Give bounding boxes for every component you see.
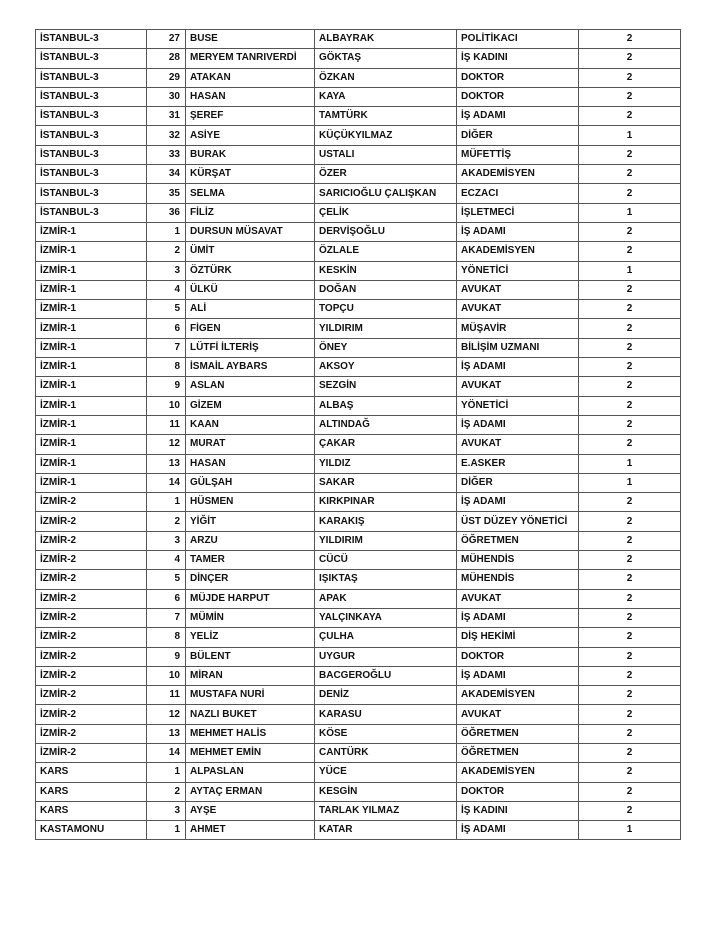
rank-cell: 8 xyxy=(147,358,186,377)
count-cell: 1 xyxy=(579,126,681,145)
rank-cell: 2 xyxy=(147,242,186,261)
district-cell: İSTANBUL-3 xyxy=(36,145,147,164)
last-name-cell: CÜCÜ xyxy=(315,551,457,570)
profession-cell: POLİTİKACI xyxy=(457,30,579,49)
count-cell: 2 xyxy=(579,319,681,338)
first-name-cell: MERYEM TANRIVERDİ xyxy=(186,49,315,68)
first-name-cell: BUSE xyxy=(186,30,315,49)
count-cell: 2 xyxy=(579,551,681,570)
count-cell: 1 xyxy=(579,821,681,840)
first-name-cell: ALPASLAN xyxy=(186,763,315,782)
table-row xyxy=(36,377,681,396)
table-row xyxy=(36,531,681,550)
profession-cell: İŞLETMECİ xyxy=(457,203,579,222)
district-cell: İZMİR-1 xyxy=(36,222,147,241)
table-row xyxy=(36,512,681,531)
first-name-cell: MÜJDE HARPUT xyxy=(186,589,315,608)
rank-cell: 31 xyxy=(147,107,186,126)
last-name-cell: YILDIZ xyxy=(315,454,457,473)
table-row xyxy=(36,30,681,49)
first-name-cell: MEHMET HALİS xyxy=(186,724,315,743)
count-cell: 1 xyxy=(579,261,681,280)
last-name-cell: KESGİN xyxy=(315,782,457,801)
rank-cell: 11 xyxy=(147,686,186,705)
district-cell: İZMİR-1 xyxy=(36,300,147,319)
profession-cell: YÖNETİCİ xyxy=(457,396,579,415)
table-row xyxy=(36,666,681,685)
count-cell: 1 xyxy=(579,454,681,473)
profession-cell: AVUKAT xyxy=(457,300,579,319)
count-cell: 2 xyxy=(579,358,681,377)
rank-cell: 9 xyxy=(147,647,186,666)
profession-cell: DOKTOR xyxy=(457,87,579,106)
table-row xyxy=(36,743,681,762)
last-name-cell: SEZGİN xyxy=(315,377,457,396)
first-name-cell: ASİYE xyxy=(186,126,315,145)
last-name-cell: ÇULHA xyxy=(315,628,457,647)
table-row xyxy=(36,782,681,801)
count-cell: 2 xyxy=(579,222,681,241)
rank-cell: 13 xyxy=(147,724,186,743)
last-name-cell: KÖSE xyxy=(315,724,457,743)
profession-cell: İŞ ADAMI xyxy=(457,222,579,241)
last-name-cell: ÖZLALE xyxy=(315,242,457,261)
profession-cell: İŞ ADAMI xyxy=(457,415,579,434)
profession-cell: ÖĞRETMEN xyxy=(457,743,579,762)
district-cell: İZMİR-1 xyxy=(36,473,147,492)
table-row xyxy=(36,415,681,434)
district-cell: İZMİR-1 xyxy=(36,261,147,280)
last-name-cell: TOPÇU xyxy=(315,300,457,319)
last-name-cell: DENİZ xyxy=(315,686,457,705)
profession-cell: MÜHENDİS xyxy=(457,570,579,589)
count-cell: 1 xyxy=(579,203,681,222)
table-row xyxy=(36,280,681,299)
last-name-cell: KIRKPINAR xyxy=(315,493,457,512)
count-cell: 2 xyxy=(579,801,681,820)
last-name-cell: KARASU xyxy=(315,705,457,724)
table-row xyxy=(36,184,681,203)
table-row xyxy=(36,589,681,608)
table-row xyxy=(36,724,681,743)
first-name-cell: İSMAİL AYBARS xyxy=(186,358,315,377)
count-cell: 2 xyxy=(579,242,681,261)
profession-cell: DOKTOR xyxy=(457,782,579,801)
count-cell: 2 xyxy=(579,184,681,203)
first-name-cell: YİĞİT xyxy=(186,512,315,531)
table-row xyxy=(36,165,681,184)
district-cell: İZMİR-2 xyxy=(36,686,147,705)
profession-cell: İŞ ADAMI xyxy=(457,107,579,126)
last-name-cell: ALBAYRAK xyxy=(315,30,457,49)
table-row xyxy=(36,686,681,705)
table-row xyxy=(36,319,681,338)
count-cell: 2 xyxy=(579,782,681,801)
district-cell: İZMİR-2 xyxy=(36,570,147,589)
first-name-cell: MEHMET EMİN xyxy=(186,743,315,762)
count-cell: 2 xyxy=(579,589,681,608)
district-cell: İZMİR-2 xyxy=(36,589,147,608)
last-name-cell: DERVİŞOĞLU xyxy=(315,222,457,241)
district-cell: İZMİR-2 xyxy=(36,647,147,666)
profession-cell: İŞ ADAMI xyxy=(457,666,579,685)
profession-cell: İŞ ADAMI xyxy=(457,608,579,627)
rank-cell: 1 xyxy=(147,493,186,512)
last-name-cell: KAYA xyxy=(315,87,457,106)
district-cell: KARS xyxy=(36,763,147,782)
last-name-cell: SARICIOĞLU ÇALIŞKAN xyxy=(315,184,457,203)
table-row xyxy=(36,396,681,415)
count-cell: 1 xyxy=(579,473,681,492)
table-row xyxy=(36,647,681,666)
profession-cell: DİŞ HEKİMİ xyxy=(457,628,579,647)
last-name-cell: APAK xyxy=(315,589,457,608)
district-cell: İSTANBUL-3 xyxy=(36,107,147,126)
rank-cell: 6 xyxy=(147,319,186,338)
profession-cell: YÖNETİCİ xyxy=(457,261,579,280)
last-name-cell: KESKİN xyxy=(315,261,457,280)
count-cell: 2 xyxy=(579,724,681,743)
profession-cell: ECZACI xyxy=(457,184,579,203)
rank-cell: 5 xyxy=(147,570,186,589)
first-name-cell: FİGEN xyxy=(186,319,315,338)
rank-cell: 7 xyxy=(147,608,186,627)
last-name-cell: ÖNEY xyxy=(315,338,457,357)
last-name-cell: UYGUR xyxy=(315,647,457,666)
last-name-cell: ÇAKAR xyxy=(315,435,457,454)
district-cell: İSTANBUL-3 xyxy=(36,165,147,184)
count-cell: 2 xyxy=(579,415,681,434)
first-name-cell: HASAN xyxy=(186,454,315,473)
district-cell: İZMİR-2 xyxy=(36,551,147,570)
profession-cell: AKADEMİSYEN xyxy=(457,242,579,261)
count-cell: 2 xyxy=(579,396,681,415)
first-name-cell: KÜRŞAT xyxy=(186,165,315,184)
profession-cell: MÜŞAVİR xyxy=(457,319,579,338)
count-cell: 2 xyxy=(579,763,681,782)
first-name-cell: KAAN xyxy=(186,415,315,434)
count-cell: 2 xyxy=(579,30,681,49)
last-name-cell: IŞIKTAŞ xyxy=(315,570,457,589)
rank-cell: 14 xyxy=(147,473,186,492)
rank-cell: 34 xyxy=(147,165,186,184)
table-row xyxy=(36,145,681,164)
count-cell: 2 xyxy=(579,49,681,68)
rank-cell: 2 xyxy=(147,512,186,531)
table-row xyxy=(36,473,681,492)
count-cell: 2 xyxy=(579,435,681,454)
district-cell: İZMİR-2 xyxy=(36,628,147,647)
rank-cell: 33 xyxy=(147,145,186,164)
last-name-cell: KATAR xyxy=(315,821,457,840)
profession-cell: AVUKAT xyxy=(457,705,579,724)
district-cell: İZMİR-1 xyxy=(36,242,147,261)
candidate-table xyxy=(35,29,681,840)
profession-cell: DOKTOR xyxy=(457,68,579,87)
first-name-cell: FİLİZ xyxy=(186,203,315,222)
first-name-cell: NAZLI BUKET xyxy=(186,705,315,724)
count-cell: 2 xyxy=(579,743,681,762)
profession-cell: İŞ ADAMI xyxy=(457,358,579,377)
table-row xyxy=(36,570,681,589)
first-name-cell: DURSUN MÜSAVAT xyxy=(186,222,315,241)
count-cell: 2 xyxy=(579,107,681,126)
rank-cell: 4 xyxy=(147,280,186,299)
district-cell: İZMİR-1 xyxy=(36,358,147,377)
count-cell: 2 xyxy=(579,628,681,647)
table-row xyxy=(36,821,681,840)
profession-cell: İŞ KADINI xyxy=(457,49,579,68)
table-body xyxy=(36,30,681,840)
rank-cell: 9 xyxy=(147,377,186,396)
district-cell: İSTANBUL-3 xyxy=(36,87,147,106)
table-row xyxy=(36,300,681,319)
last-name-cell: SAKAR xyxy=(315,473,457,492)
first-name-cell: ÜMİT xyxy=(186,242,315,261)
first-name-cell: ASLAN xyxy=(186,377,315,396)
last-name-cell: YILDIRIM xyxy=(315,319,457,338)
district-cell: İZMİR-2 xyxy=(36,724,147,743)
last-name-cell: ALBAŞ xyxy=(315,396,457,415)
last-name-cell: TAMTÜRK xyxy=(315,107,457,126)
district-cell: İZMİR-2 xyxy=(36,512,147,531)
rank-cell: 14 xyxy=(147,743,186,762)
count-cell: 2 xyxy=(579,647,681,666)
table-row xyxy=(36,203,681,222)
table-row xyxy=(36,126,681,145)
district-cell: İZMİR-2 xyxy=(36,493,147,512)
rank-cell: 6 xyxy=(147,589,186,608)
first-name-cell: BURAK xyxy=(186,145,315,164)
district-cell: İZMİR-2 xyxy=(36,531,147,550)
profession-cell: AKADEMİSYEN xyxy=(457,165,579,184)
table-row xyxy=(36,222,681,241)
last-name-cell: ÖZER xyxy=(315,165,457,184)
first-name-cell: MURAT xyxy=(186,435,315,454)
count-cell: 2 xyxy=(579,377,681,396)
count-cell: 2 xyxy=(579,338,681,357)
district-cell: KARS xyxy=(36,801,147,820)
first-name-cell: AYŞE xyxy=(186,801,315,820)
table-row xyxy=(36,435,681,454)
district-cell: İSTANBUL-3 xyxy=(36,68,147,87)
table-row xyxy=(36,107,681,126)
district-cell: İSTANBUL-3 xyxy=(36,49,147,68)
last-name-cell: TARLAK YILMAZ xyxy=(315,801,457,820)
district-cell: İSTANBUL-3 xyxy=(36,126,147,145)
rank-cell: 36 xyxy=(147,203,186,222)
profession-cell: AVUKAT xyxy=(457,589,579,608)
count-cell: 2 xyxy=(579,570,681,589)
profession-cell: AVUKAT xyxy=(457,435,579,454)
district-cell: İZMİR-1 xyxy=(36,338,147,357)
rank-cell: 11 xyxy=(147,415,186,434)
profession-cell: BİLİŞİM UZMANI xyxy=(457,338,579,357)
district-cell: İZMİR-1 xyxy=(36,319,147,338)
profession-cell: ÖĞRETMEN xyxy=(457,724,579,743)
first-name-cell: GÜLŞAH xyxy=(186,473,315,492)
rank-cell: 30 xyxy=(147,87,186,106)
count-cell: 2 xyxy=(579,512,681,531)
count-cell: 2 xyxy=(579,165,681,184)
first-name-cell: SELMA xyxy=(186,184,315,203)
last-name-cell: ÇELİK xyxy=(315,203,457,222)
table-row xyxy=(36,705,681,724)
first-name-cell: ÜLKÜ xyxy=(186,280,315,299)
profession-cell: MÜHENDİS xyxy=(457,551,579,570)
rank-cell: 1 xyxy=(147,763,186,782)
profession-cell: İŞ ADAMI xyxy=(457,493,579,512)
district-cell: İZMİR-2 xyxy=(36,743,147,762)
district-cell: İSTANBUL-3 xyxy=(36,203,147,222)
first-name-cell: MÜMİN xyxy=(186,608,315,627)
table-row xyxy=(36,551,681,570)
district-cell: KASTAMONU xyxy=(36,821,147,840)
rank-cell: 12 xyxy=(147,435,186,454)
table-row xyxy=(36,338,681,357)
district-cell: İZMİR-2 xyxy=(36,608,147,627)
count-cell: 2 xyxy=(579,68,681,87)
last-name-cell: YILDIRIM xyxy=(315,531,457,550)
profession-cell: İŞ KADINI xyxy=(457,801,579,820)
last-name-cell: USTALI xyxy=(315,145,457,164)
first-name-cell: ALİ xyxy=(186,300,315,319)
profession-cell: DİĞER xyxy=(457,473,579,492)
district-cell: İZMİR-2 xyxy=(36,666,147,685)
first-name-cell: BÜLENT xyxy=(186,647,315,666)
profession-cell: İŞ ADAMI xyxy=(457,821,579,840)
count-cell: 2 xyxy=(579,666,681,685)
first-name-cell: TAMER xyxy=(186,551,315,570)
rank-cell: 7 xyxy=(147,338,186,357)
first-name-cell: ARZU xyxy=(186,531,315,550)
rank-cell: 12 xyxy=(147,705,186,724)
rank-cell: 35 xyxy=(147,184,186,203)
table-row xyxy=(36,242,681,261)
rank-cell: 1 xyxy=(147,222,186,241)
table-row xyxy=(36,454,681,473)
last-name-cell: AKSOY xyxy=(315,358,457,377)
count-cell: 2 xyxy=(579,608,681,627)
district-cell: İZMİR-1 xyxy=(36,435,147,454)
last-name-cell: GÖKTAŞ xyxy=(315,49,457,68)
district-cell: İZMİR-1 xyxy=(36,396,147,415)
table-row xyxy=(36,358,681,377)
table-row xyxy=(36,493,681,512)
profession-cell: ÖĞRETMEN xyxy=(457,531,579,550)
rank-cell: 2 xyxy=(147,782,186,801)
profession-cell: AVUKAT xyxy=(457,377,579,396)
district-cell: İZMİR-2 xyxy=(36,705,147,724)
rank-cell: 10 xyxy=(147,666,186,685)
profession-cell: ÜST DÜZEY YÖNETİCİ xyxy=(457,512,579,531)
table-row xyxy=(36,261,681,280)
table-row xyxy=(36,608,681,627)
last-name-cell: DOĞAN xyxy=(315,280,457,299)
district-cell: KARS xyxy=(36,782,147,801)
rank-cell: 10 xyxy=(147,396,186,415)
last-name-cell: KÜÇÜKYILMAZ xyxy=(315,126,457,145)
last-name-cell: CANTÜRK xyxy=(315,743,457,762)
rank-cell: 1 xyxy=(147,821,186,840)
first-name-cell: MUSTAFA NURİ xyxy=(186,686,315,705)
rank-cell: 3 xyxy=(147,261,186,280)
district-cell: İSTANBUL-3 xyxy=(36,184,147,203)
table-row xyxy=(36,628,681,647)
table-row xyxy=(36,87,681,106)
table-row xyxy=(36,801,681,820)
district-cell: İZMİR-1 xyxy=(36,377,147,396)
rank-cell: 4 xyxy=(147,551,186,570)
rank-cell: 27 xyxy=(147,30,186,49)
count-cell: 2 xyxy=(579,300,681,319)
first-name-cell: AYTAÇ ERMAN xyxy=(186,782,315,801)
rank-cell: 13 xyxy=(147,454,186,473)
first-name-cell: MİRAN xyxy=(186,666,315,685)
profession-cell: E.ASKER xyxy=(457,454,579,473)
profession-cell: AVUKAT xyxy=(457,280,579,299)
first-name-cell: ŞEREF xyxy=(186,107,315,126)
first-name-cell: ÖZTÜRK xyxy=(186,261,315,280)
first-name-cell: DİNÇER xyxy=(186,570,315,589)
count-cell: 2 xyxy=(579,87,681,106)
last-name-cell: YÜCE xyxy=(315,763,457,782)
table-row xyxy=(36,763,681,782)
first-name-cell: HASAN xyxy=(186,87,315,106)
last-name-cell: BACGEROĞLU xyxy=(315,666,457,685)
first-name-cell: ATAKAN xyxy=(186,68,315,87)
first-name-cell: AHMET xyxy=(186,821,315,840)
rank-cell: 8 xyxy=(147,628,186,647)
district-cell: İZMİR-1 xyxy=(36,454,147,473)
rank-cell: 32 xyxy=(147,126,186,145)
profession-cell: AKADEMİSYEN xyxy=(457,763,579,782)
rank-cell: 5 xyxy=(147,300,186,319)
last-name-cell: KARAKIŞ xyxy=(315,512,457,531)
rank-cell: 3 xyxy=(147,531,186,550)
table-row xyxy=(36,68,681,87)
rank-cell: 28 xyxy=(147,49,186,68)
profession-cell: MÜFETTİŞ xyxy=(457,145,579,164)
count-cell: 2 xyxy=(579,686,681,705)
table-row xyxy=(36,49,681,68)
district-cell: İZMİR-1 xyxy=(36,280,147,299)
profession-cell: AKADEMİSYEN xyxy=(457,686,579,705)
first-name-cell: LÜTFİ İLTERİŞ xyxy=(186,338,315,357)
rank-cell: 29 xyxy=(147,68,186,87)
count-cell: 2 xyxy=(579,705,681,724)
first-name-cell: HÜSMEN xyxy=(186,493,315,512)
last-name-cell: ÖZKAN xyxy=(315,68,457,87)
count-cell: 2 xyxy=(579,145,681,164)
district-cell: İSTANBUL-3 xyxy=(36,30,147,49)
profession-cell: DOKTOR xyxy=(457,647,579,666)
district-cell: İZMİR-1 xyxy=(36,415,147,434)
last-name-cell: YALÇINKAYA xyxy=(315,608,457,627)
first-name-cell: YELİZ xyxy=(186,628,315,647)
count-cell: 2 xyxy=(579,531,681,550)
profession-cell: DİĞER xyxy=(457,126,579,145)
first-name-cell: GİZEM xyxy=(186,396,315,415)
count-cell: 2 xyxy=(579,493,681,512)
rank-cell: 3 xyxy=(147,801,186,820)
count-cell: 2 xyxy=(579,280,681,299)
last-name-cell: ALTINDAĞ xyxy=(315,415,457,434)
